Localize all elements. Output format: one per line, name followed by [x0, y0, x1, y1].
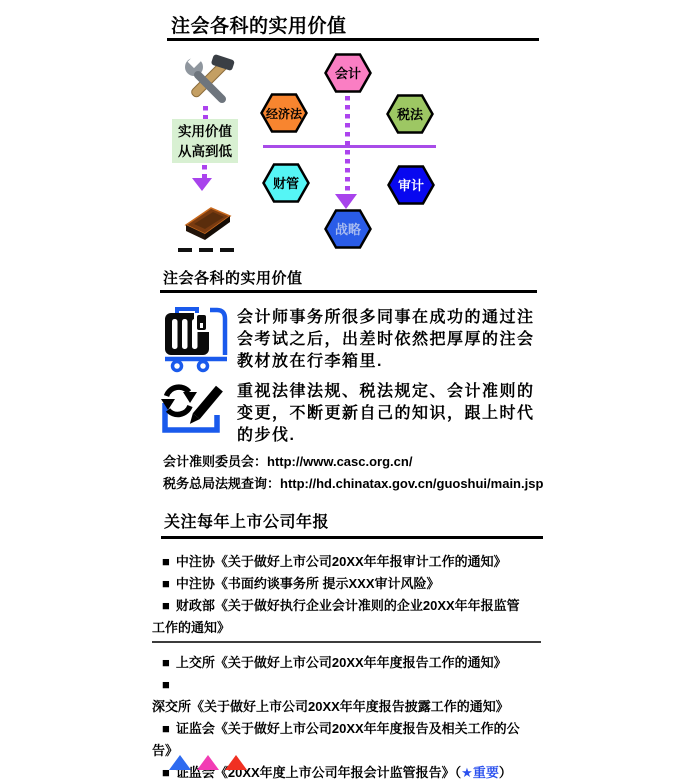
list-item — [152, 652, 528, 674]
value-order-line2: 从高到低 — [178, 144, 232, 159]
list-item-text: 证监会《关于做好上市公司20XX年年度报告及相关工作的公告》 — [152, 721, 520, 758]
paragraph-line: 变更，不断更新自己的知识，跟上时代 — [237, 405, 535, 422]
notice-list-1 — [152, 551, 528, 639]
hex-tax-law — [386, 94, 434, 139]
dotted-connector — [202, 165, 207, 178]
paragraph-line: 重视法律法规、税法规定、会计准则的 — [237, 383, 535, 400]
refresh-pencil-icon — [156, 379, 226, 444]
list-item — [152, 674, 528, 718]
hex-label: 税法 — [396, 107, 424, 122]
list-item-text: 上交所《关于做好上市公司20XX年年度报告工作的通知》 — [175, 655, 507, 670]
priority-arrow-head — [335, 194, 357, 209]
paragraph-line: 会考试之后，出差时依然把厚厚的注会 — [237, 331, 535, 348]
list-item-text: 中注协《关于做好上市公司20XX年年报审计工作的通知》 — [175, 554, 507, 569]
hex-economic-law — [260, 93, 308, 138]
suitcase-icon — [157, 302, 235, 377]
cropped-triangle-red — [225, 755, 247, 770]
reference-links — [163, 451, 543, 495]
bullet-square: ■ — [162, 554, 170, 569]
list-item — [152, 573, 528, 595]
value-order-line1: 实用价值 — [178, 124, 232, 139]
hex-strategy — [324, 209, 372, 254]
list-divider — [152, 641, 541, 643]
section1-title: 注会各科的实用价值 — [171, 16, 347, 37]
cropped-text-dash — [199, 248, 213, 252]
paragraph-line: 的步伐. — [237, 427, 296, 444]
tools-icon — [182, 56, 238, 109]
link-row — [163, 473, 543, 495]
paragraph-line: 教材放在行李箱里. — [237, 353, 383, 370]
bullet-square: ■ — [162, 655, 170, 670]
paragraph-line: 会计师事务所很多同事在成功的通过注 — [237, 309, 535, 326]
paragraph-update — [237, 381, 535, 447]
list-item-text: 财政部《关于做好执行企业会计准则的企业20XX年年报监管工作的通知》 — [152, 598, 520, 635]
book-icon — [180, 198, 236, 247]
list-item-text: 中注协《书面约谈事务所 提示XXX审计风险》 — [175, 576, 440, 591]
link-row — [163, 451, 543, 473]
bullet-square: ■ — [162, 677, 170, 692]
section3-title: 关注每年上市公司年报 — [164, 514, 330, 531]
cropped-text-dash — [220, 248, 234, 252]
list-item — [152, 551, 528, 573]
section1-title-rule — [167, 38, 539, 41]
link-label: 会计准则委员会： — [163, 454, 268, 469]
hex-label: 会计 — [334, 66, 362, 81]
hex-label: 审计 — [397, 178, 425, 193]
section2-title: 注会各科的实用价值 — [163, 270, 303, 287]
link-url[interactable]: http://hd.chinatax.gov.cn/guoshui/main.jsp — [280, 476, 544, 491]
bullet-square: ■ — [162, 721, 170, 736]
section2-title-rule — [160, 290, 537, 293]
link-url[interactable]: http://www.casc.org.cn/ — [267, 454, 413, 469]
list-item-text: 证监会《20XX年度上市公司年报会计监管报告》（ — [175, 765, 462, 780]
cropped-text-dash — [178, 248, 192, 252]
hex-label: 战略 — [334, 222, 362, 237]
hex-audit — [387, 165, 435, 210]
value-order-box — [172, 119, 238, 163]
down-arrow-icon — [192, 178, 212, 191]
list-item — [152, 595, 528, 639]
bullet-square: ■ — [162, 765, 170, 780]
priority-dotted-arrow — [345, 96, 350, 195]
link-label: 税务总局法规查询： — [163, 476, 281, 491]
list-item-text: ） — [498, 765, 512, 780]
section3-title-rule — [161, 536, 543, 539]
cropped-triangle-blue — [169, 755, 191, 770]
bullet-square: ■ — [162, 576, 170, 591]
hex-accounting — [324, 53, 372, 98]
diagram-axis-line — [263, 145, 436, 148]
bullet-square: ■ — [162, 598, 170, 613]
hex-label: 财管 — [272, 176, 300, 191]
paragraph-luggage — [237, 307, 535, 373]
dotted-connector — [203, 106, 208, 119]
important-highlight: ★重要 — [461, 765, 499, 780]
list-item-text: 深交所《关于做好上市公司20XX年年度报告披露工作的通知》 — [152, 699, 509, 714]
hex-financial-mgmt — [262, 163, 310, 208]
cropped-triangle-pink — [197, 755, 219, 770]
hex-label: 经济法 — [265, 107, 303, 121]
